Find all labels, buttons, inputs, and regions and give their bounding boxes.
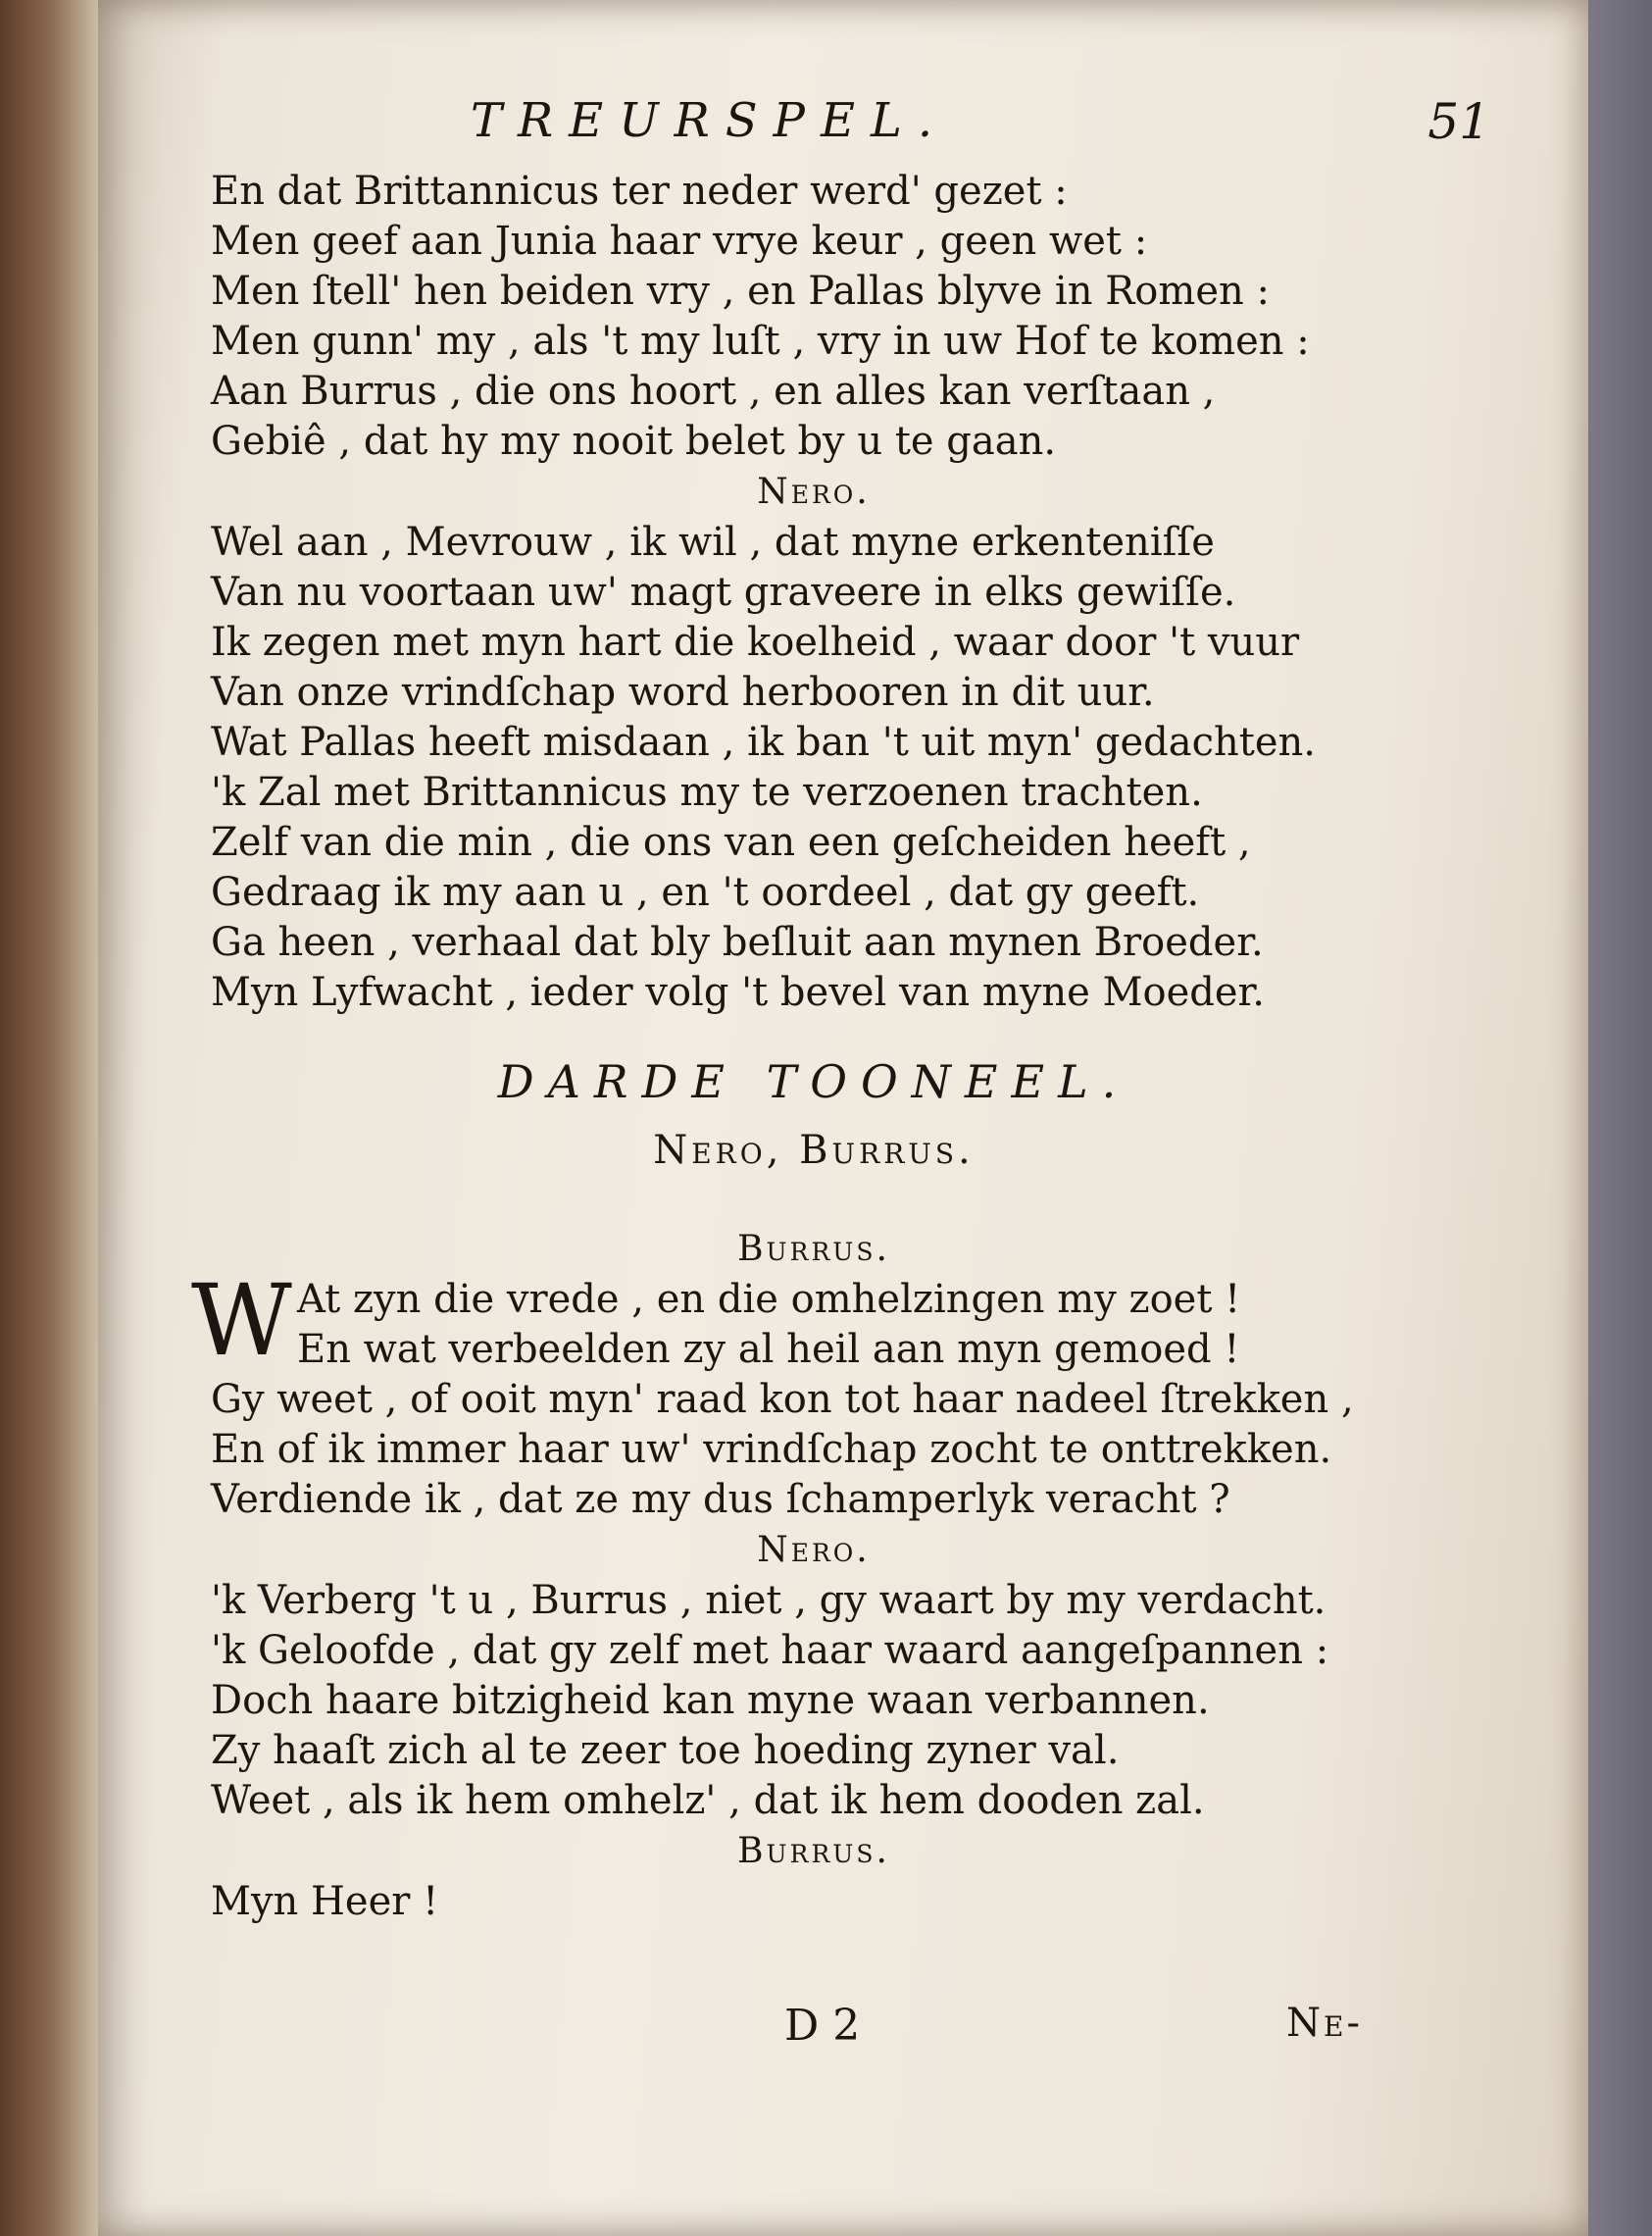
page-footer: [784, 2001, 1363, 2069]
page-number: 51: [1427, 93, 1490, 150]
drop-cap: W: [191, 1263, 292, 1378]
verse-line: Verdiende ik , dat ze my dus ſchamperlyk veracht ?: [211, 1477, 1230, 1522]
verse-line: Doch haare bitzigheid kan myne waan verbannen.: [211, 1678, 1210, 1723]
verse-line: Myn Lyfwacht , ieder volg 't bevel van myne Moeder.: [211, 970, 1265, 1015]
catchword: Ne-: [1286, 2001, 1363, 2046]
page-header: [471, 93, 1490, 162]
verse-line: Ik zegen met myn hart die koelheid , waar door 't vuur: [211, 620, 1300, 665]
verse-line: Gy weet , of ooit myn' raad kon tot haar nadeel ſtrekken ,: [211, 1377, 1354, 1422]
scene-title: DARDE TOONEEL.: [497, 1055, 1130, 1108]
verse-line: Weet , als ik hem omhelz' , dat ik hem dooden zal.: [211, 1778, 1205, 1823]
verse-line: Gebiê , dat hy my nooit belet by u te gaan.: [211, 419, 1057, 464]
speaker-name: Nero.: [757, 472, 871, 512]
verse-line-text: At zyn die vrede , en die omhelzingen my zoet !: [297, 1277, 1241, 1322]
verse-line: Van onze vrindſchap word herbooren in dit uur.: [211, 670, 1155, 715]
verse-line: Wat Pallas heeft misdaan , ik ban 't uit myn' gedachten.: [211, 720, 1316, 765]
verse-line: Wel aan , Mevrouw , ik wil , dat myne erkenteniſſe: [211, 520, 1215, 565]
scene-characters: Nero, Burrus.: [653, 1128, 975, 1173]
verse-line: Men ſtell' hen beiden vry , en Pallas blyve in Romen :: [211, 269, 1270, 314]
speaker-name: Burrus.: [737, 1229, 890, 1269]
verse-line: 'k Verberg 't u , Burrus , niet , gy waart by my verdacht.: [211, 1578, 1327, 1623]
speaker-name: Nero.: [757, 1530, 871, 1570]
verse-line: 'k Zal met Brittannicus my te verzoenen trachten.: [211, 770, 1203, 815]
speaker-name: Burrus.: [737, 1831, 890, 1871]
verse-line: En of ik immer haar uw' vrindſchap zocht te onttrekken.: [211, 1427, 1332, 1472]
verse-line: En wat verbeelden zy al heil aan myn gemoed !: [297, 1327, 1240, 1372]
text-block: [191, 167, 1417, 1927]
verse-line: Myn Heer !: [211, 1879, 439, 1924]
verse-line: En dat Brittannicus ter neder werd' gezet :: [211, 169, 1068, 214]
signature-mark: D 2: [784, 2001, 861, 2051]
verse-line: Van nu voortaan uw' magt graveere in elks gewiſſe.: [211, 570, 1236, 615]
verse-line: Zy haaſt zich al te zeer toe hoeding zyner val.: [211, 1728, 1120, 1773]
verse-line: Men gunn' my , als 't my luſt , vry in uw Hof te komen :: [211, 319, 1310, 364]
running-title: TREURSPEL.: [471, 93, 949, 148]
verse-line: Men geef aan Junia haar vrye keur , geen wet :: [211, 219, 1148, 264]
verse-line: Zelf van die min , die ons van een geſcheiden heeft ,: [211, 820, 1251, 865]
verse-line: 'k Geloofde , dat gy zelf met haar waard aangeſpannen :: [211, 1628, 1329, 1673]
verse-line: Gedraag ik my aan u , en 't oordeel , dat gy geeft.: [211, 870, 1200, 915]
verse-line: Ga heen , verhaal dat bly beſluit aan mynen Broeder.: [211, 920, 1264, 965]
verse-line: Aan Burrus , die ons hoort , en alles kan verſtaan ,: [211, 369, 1216, 414]
